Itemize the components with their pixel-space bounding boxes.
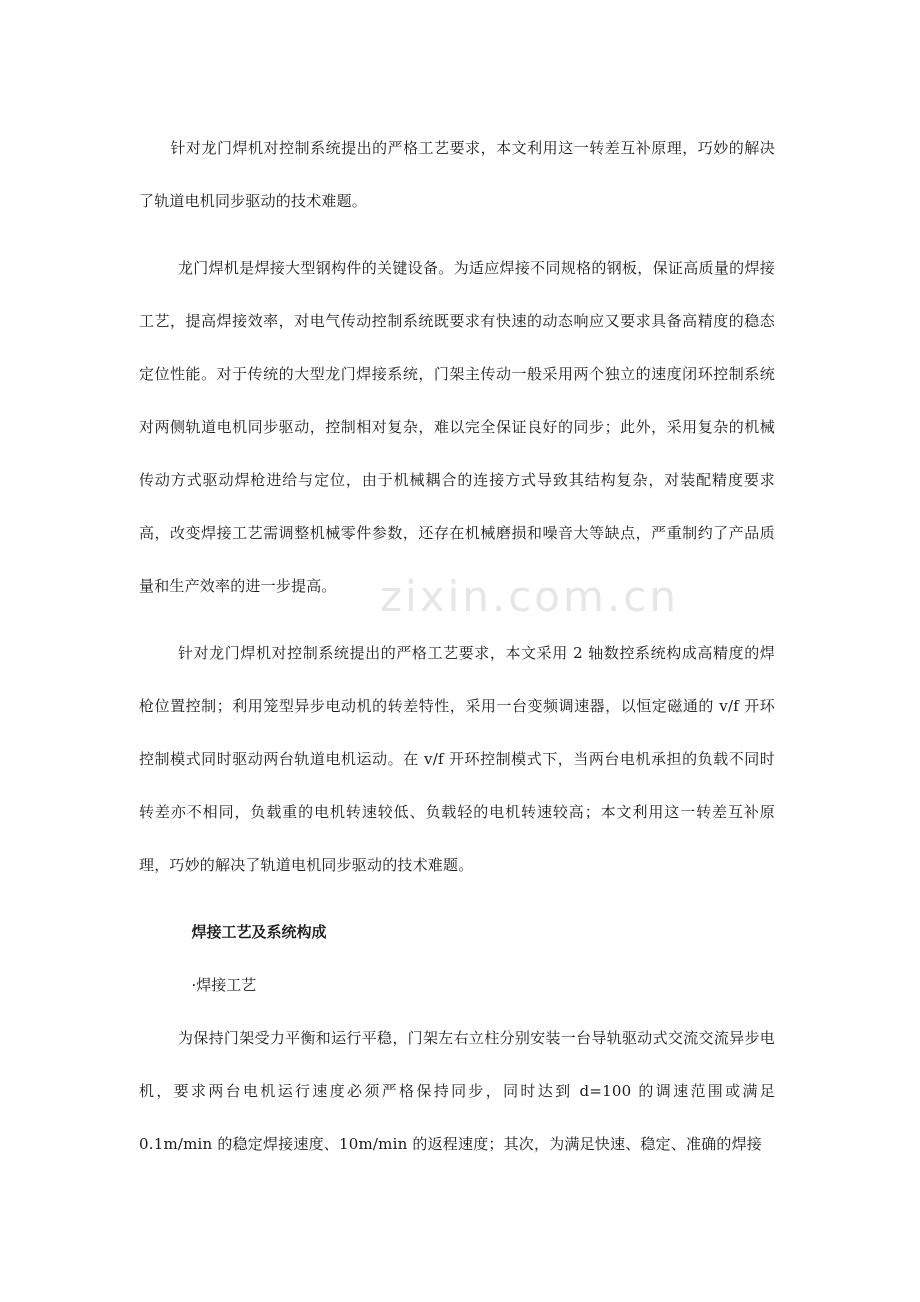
paragraph-background: 龙门焊机是焊接大型钢构件的关键设备。为适应焊接不同规格的钢板，保证高质量的焊接工艺，提高焊接效率，对电气传动控制系统既要求有快速的动态响应又要求具备高精度的稳态定位性能。对于传统的大型龙门焊接系统，门架主传动一般采用两个独立的速度闭环控制系统对两侧轨道电机同步驱动，控制相对复杂，难以完全保证良好的同步；此外，采用复杂的机械传动方式驱动焊枪进给与定位，由于机械耦合的连接方式导致其结构复杂，对装配精度要求高，改变焊接工艺需调整机械零件参数，还存在机械磨损和噪音大等缺点，严重制约了产品质量和生产效率的进一步提高。 bbox=[139, 259, 775, 595]
paragraph-intro: 针对龙门焊机对控制系统提出的严格工艺要求，本文利用这一转差互补原理，巧妙的解决了轨道电机同步驱动的技术难题。 bbox=[139, 139, 775, 210]
subsection-heading: ·焊接工艺 bbox=[191, 976, 257, 994]
watermark: zixin.com.cn bbox=[380, 572, 679, 621]
section-heading: 焊接工艺及系统构成 bbox=[191, 923, 327, 941]
paragraph-method: 针对龙门焊机对控制系统提出的严格工艺要求，本文采用 2 轴数控系统构成高精度的焊枪位置控制；利用笼型异步电动机的转差特性，采用一台变频调速器，以恒定磁通的 v/f 开环控制模式同时驱动两台轨道电机运动。在 v/f 开环控制模式下，当两台电机承担的负载不同时转差亦不相同，负载重的电机转速较低、负载轻的电机转速较高；本文利用这一转差互补原理，巧妙的解决了轨道电机同步驱动的技术难题。 bbox=[139, 644, 775, 874]
paragraph-process: 为保持门架受力平衡和运行平稳，门架左右立柱分别安装一台导轨驱动式交流交流异步电机，要求两台电机运行速度必须严格保持同步，同时达到 d=100 的调速范围或满足 0.1m/min 的稳定焊接速度、10m/min 的返程速度；其次，为满足快速、稳定、准确的焊接 bbox=[139, 1029, 775, 1153]
document-body bbox=[139, 122, 775, 1185]
